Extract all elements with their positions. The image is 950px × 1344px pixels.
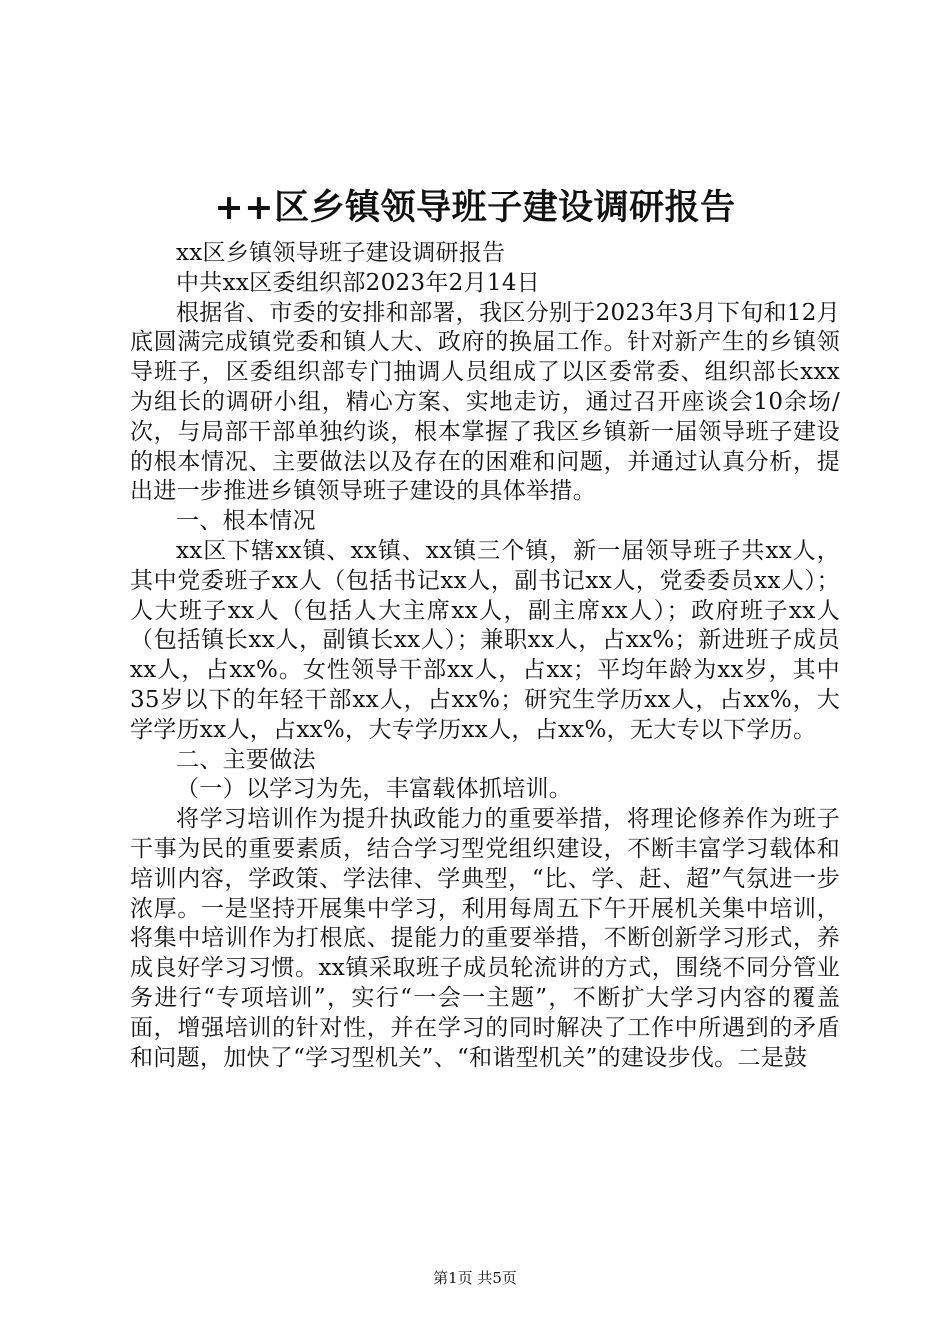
paragraph-training: 将学习培训作为提升执政能力的重要举措，将理论修养作为班子干事为民的重要素质，结合学习型党组织建设，不断丰富学习载体和培训内容，学政策、学法律、学典型，“比、学、赶、超”气氛进一步浓厚。一是坚持开展集中学习，利用每周五下午开展机关集中培训，将集中培训作为打根底、提能力的重要举措，不断创新学习形式，养成良好学习习惯。xx镇采取班子成员轮流讲的方式，围绕不同分管业务进行“专项培训”，实行“一会一主题”，不断扩大学习内容的覆盖面，增强培训的针对性，并在学习的同时解决了工作中所遇到的矛盾和问题，加快了“学习型机关”、“和谐型机关”的建设步伐。二是鼓 (130, 806, 840, 1071)
author-date-line: 中共xx区委组织部2023年2月14日 (176, 269, 541, 296)
document-body (130, 239, 840, 1073)
page-footer: 第1页 共5页 (433, 1269, 517, 1287)
subtitle-line: xx区乡镇领导班子建设调研报告 (176, 240, 506, 266)
subsection-heading-1: （一）以学习为先，丰富载体抓培训。 (176, 776, 573, 803)
section-heading-2: 二、主要做法 (176, 746, 316, 773)
paragraph-basic-situation: xx区下辖xx镇、xx镇、xx镇三个镇，新一届领导班子共xx人，其中党委班子xx人（包括书记xx人，副书记xx人，党委委员xx人）；人大班子xx人（包括人大主席xx人，副主席xx人）；政府班子xx人（包括镇长xx人，副镇长xx人）；兼职xx人，占xx%；新进班子成员xx人，占xx%。女性领导干部xx人，占xx；平均年龄为xx岁，其中35岁以下的年轻干部xx人，占xx%；研究生学历xx人，占xx%，大学学历xx人，占xx%，大专学历xx人，占xx%，无大专以下学历。 (130, 537, 840, 743)
document-title: ++区乡镇领导班子建设调研报告 (214, 188, 736, 228)
section-heading-1: 一、根本情况 (176, 508, 316, 535)
paragraph-intro: 根据省、市委的安排和部署，我区分别于2023年3月下旬和12月底圆满完成镇党委和镇人大、政府的换届工作。针对新产生的乡镇领导班子，区委组织部专门抽调人员组成了以区委常委、组织部长xxx为组长的调研小组，精心方案、实地走访，通过召开座谈会10余场/次，与局部干部单独约谈，根本掌握了我区乡镇新一届领导班子建设的根本情况、主要做法以及存在的困难和问题，并通过认真分析，提出进一步推进乡镇领导班子建设的具体举措。 (130, 299, 840, 505)
